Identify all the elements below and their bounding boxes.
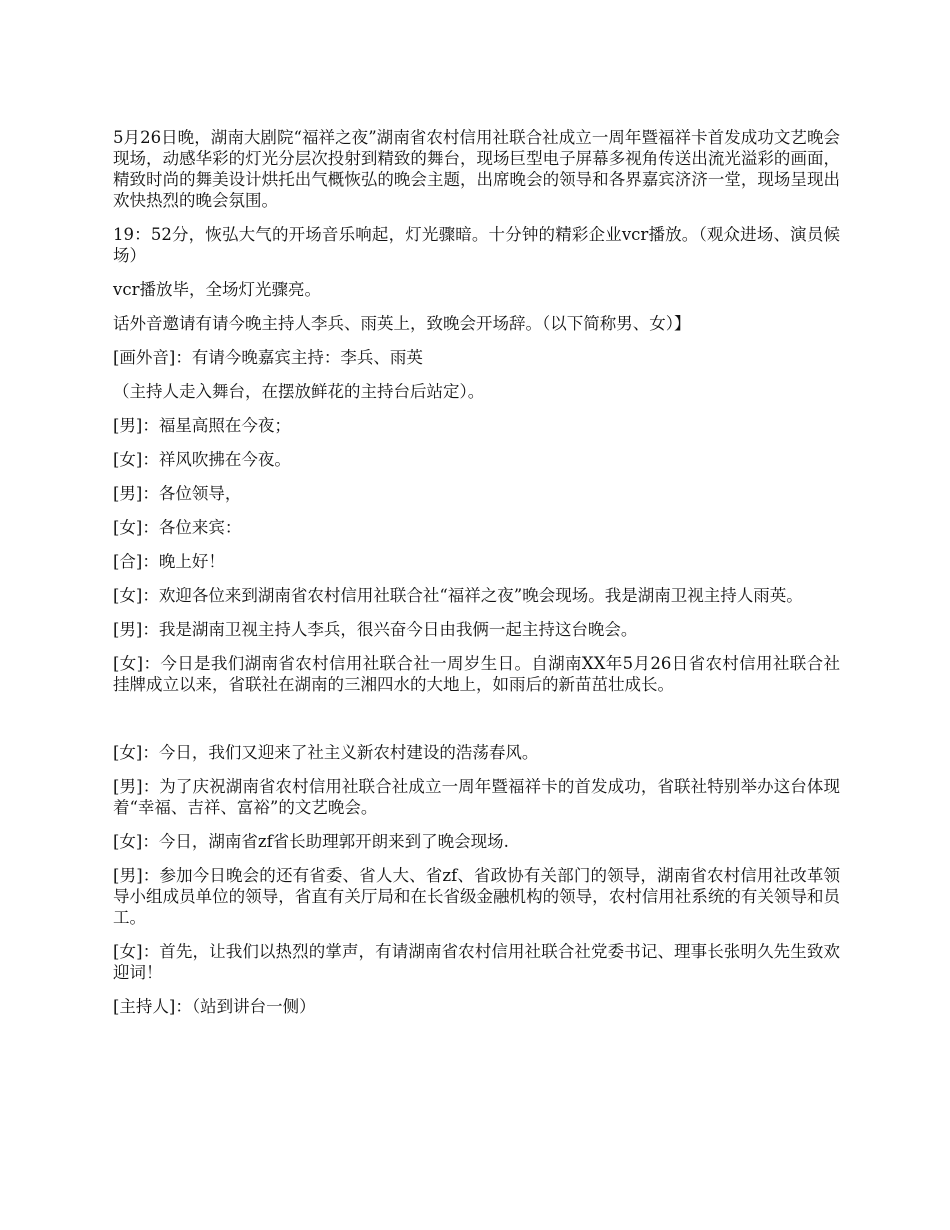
- paragraph: （主持人走入舞台，在摆放鲜花的主持台后站定）。: [113, 382, 485, 401]
- paragraph: [画外音]：有请今晚嘉宾主持：李兵、雨英: [113, 348, 423, 367]
- paragraph: 19：52分，恢弘大气的开场音乐响起，灯光骤暗。十分钟的精彩企业vcr播放。（观众进场、演员候场）: [113, 225, 840, 265]
- paragraph: [女]：今日，湖南省zf省长助理郭开朗来到了晚会现场.: [113, 832, 509, 851]
- paragraph: [男]：各位领导，: [113, 484, 242, 503]
- paragraph: 话外音邀请有请今晚主持人李兵、雨英上，致晚会开场辞。（以下简称男、女）】: [113, 314, 691, 333]
- paragraph: [男]：为了庆祝湖南省农村信用社联合社成立一周年暨福祥卡的首发成功，省联社特别举办这台体现着“幸福、吉祥、富裕”的文艺晚会。: [113, 777, 840, 817]
- paragraph: [合]：晚上好！: [113, 552, 225, 571]
- paragraph: [男]：我是湖南卫视主持人李兵，很兴奋今日由我俩一起主持这台晚会。: [113, 620, 638, 639]
- paragraph: vcr播放毕，全场灯光骤亮。: [113, 280, 321, 299]
- paragraph: [女]：今日是我们湖南省农村信用社联合社一周岁生日。自湖南XX年5月26日省农村信用社联合社挂牌成立以来，省联社在湖南的三湘四水的大地上，如雨后的新苗茁壮成长。: [113, 654, 840, 694]
- section-gap: [113, 708, 840, 742]
- paragraph: [女]：各位来宾：: [113, 518, 242, 537]
- paragraph: [女]：欢迎各位来到湖南省农村信用社联合社“福祥之夜”晚会现场。我是湖南卫视主持人雨英。: [113, 586, 803, 605]
- paragraph: [主持人]：（站到讲台一侧）: [113, 997, 316, 1016]
- paragraph: [男]：福星高照在今夜；: [113, 416, 291, 435]
- paragraph: [女]：首先，让我们以热烈的掌声，有请湖南省农村信用社联合社党委书记、理事长张明久先生致欢迎词！: [113, 942, 840, 982]
- paragraph: [男]：参加今日晚会的还有省委、省人大、省zf、省政协有关部门的领导，湖南省农村信用社改革领导小组成员单位的领导，省直有关厅局和在长省级金融机构的领导，农村信用社系统的有关领导和员工。: [113, 866, 840, 927]
- document-page: [113, 127, 840, 1030]
- paragraph: 5月26日晚，湖南大剧院“福祥之夜”湖南省农村信用社联合社成立一周年暨福祥卡首发成功文艺晚会现场，动感华彩的灯光分层次投射到精致的舞台，现场巨型电子屏幕多视角传送出流光溢彩的画面，精致时尚的舞美设计烘托出气概恢弘的晚会主题，出席晚会的领导和各界嘉宾济济一堂，现场呈现出欢快热烈的晚会氛围。: [113, 128, 840, 210]
- paragraph: [女]：今日，我们又迎来了社主义新农村建设的浩荡春风。: [113, 743, 539, 762]
- paragraph: [女]：祥风吹拂在今夜。: [113, 450, 291, 469]
